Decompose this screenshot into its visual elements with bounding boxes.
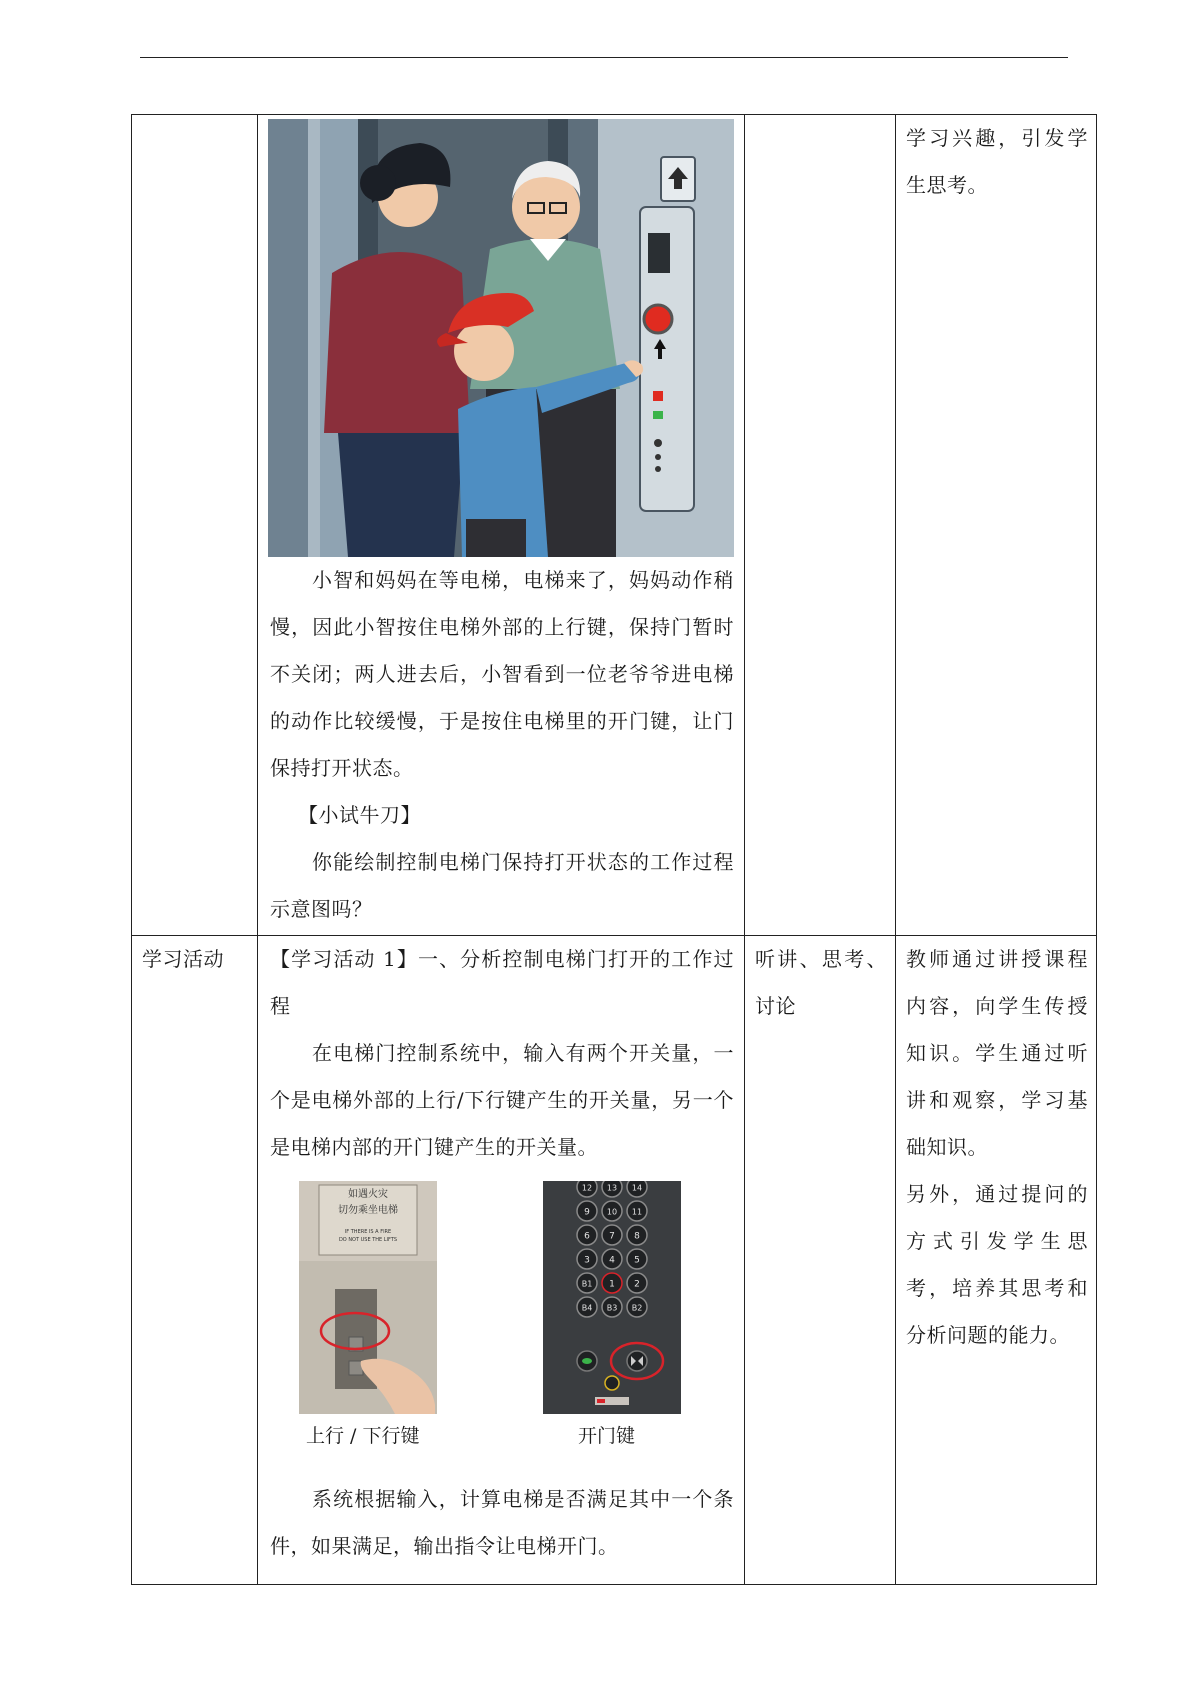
lesson-table: [131, 114, 1097, 1585]
call-button-photo: [299, 1181, 437, 1414]
floor-button-label: 10: [606, 1207, 618, 1217]
floor-button-label: 14: [631, 1183, 643, 1193]
content-cell: [258, 115, 745, 936]
floor-button-label: 3: [584, 1255, 590, 1266]
sign-text-en2: DO NOT USE THE LIFTS: [338, 1237, 398, 1243]
content-cell: [258, 936, 745, 1585]
student-activity-text: 听讲、思考、讨论: [755, 947, 887, 1018]
floor-button-label: 9: [584, 1207, 590, 1218]
activity-paragraph-1: 在电梯门控制系统中，输入有两个开关量，一个是电梯外部的上行/下行键产生的开关量，另一个是电梯内部的开门键产生的开关量。: [270, 1041, 734, 1159]
intent-text: 学习兴趣，引发学生思考。: [906, 126, 1088, 197]
floor-button-label: B3: [606, 1303, 618, 1313]
table-row: [132, 936, 1097, 1585]
caption-open-button: 开门键: [578, 1425, 636, 1447]
intent-cell: [896, 936, 1097, 1585]
activity-paragraph-2: 系统根据输入，计算电梯是否满足其中一个条件，如果满足，输出指令让电梯开门。: [270, 1487, 734, 1558]
floor-button-label: 8: [634, 1231, 640, 1242]
floor-button-label: 4: [609, 1255, 615, 1266]
floor-button-label: 5: [634, 1255, 640, 1266]
floor-button-label: 11: [631, 1207, 643, 1217]
intent-text-1: 教师通过讲授课程内容，向学生传授知识。学生通过听讲和观察，学习基础知识。: [906, 947, 1088, 1159]
student-activity-cell-empty: [745, 115, 896, 936]
trial-heading: 【小试牛刀】: [298, 803, 421, 827]
open-door-button-photo: [543, 1181, 681, 1414]
student-activity-cell: [745, 936, 896, 1585]
stage-cell-empty: [132, 115, 258, 936]
floor-button-label: 7: [609, 1231, 615, 1242]
table-row: [132, 115, 1097, 936]
caption-call-button: 上行 / 下行键: [306, 1425, 420, 1447]
floor-button-label: B1: [581, 1279, 593, 1289]
floor-button-label: 13: [606, 1183, 618, 1193]
intent-text-2: 另外，通过提问的方式引发学生思考，培养其思考和分析问题的能力。: [906, 1182, 1088, 1347]
floor-button-label: 1: [609, 1279, 615, 1290]
floor-button-label: B4: [581, 1303, 593, 1313]
trial-paragraph: 你能绘制控制电梯门保持打开状态的工作过程示意图吗？: [270, 850, 734, 921]
stage-label: 学习活动: [142, 947, 224, 971]
intent-cell: [896, 115, 1097, 936]
header-rule: [140, 57, 1068, 58]
floor-button-label: 6: [584, 1231, 590, 1242]
sign-text-top: 如遇火灾: [348, 1189, 388, 1200]
sign-text-mid: 切勿乘坐电梯: [338, 1205, 398, 1216]
activity-title: 【学习活动 1】一、分析控制电梯门打开的工作过程: [270, 947, 734, 1018]
floor-button-grid: [577, 1181, 647, 1317]
floor-button-label: B2: [631, 1303, 643, 1313]
elevator-scene-illustration: [268, 119, 734, 557]
floor-button-label: 2: [634, 1279, 640, 1290]
floor-button-label: 12: [581, 1183, 593, 1193]
story-paragraph: 小智和妈妈在等电梯，电梯来了，妈妈动作稍慢，因此小智按住电梯外部的上行键，保持门暂时不关闭；两人进去后，小智看到一位老爷爷进电梯的动作比较缓慢，于是按住电梯里的开门键，让门保持打开状态。: [270, 568, 734, 780]
sign-text-en1: IF THERE IS A FIRE: [344, 1229, 392, 1235]
stage-cell: [132, 936, 258, 1585]
button-photos: [258, 1171, 744, 1476]
